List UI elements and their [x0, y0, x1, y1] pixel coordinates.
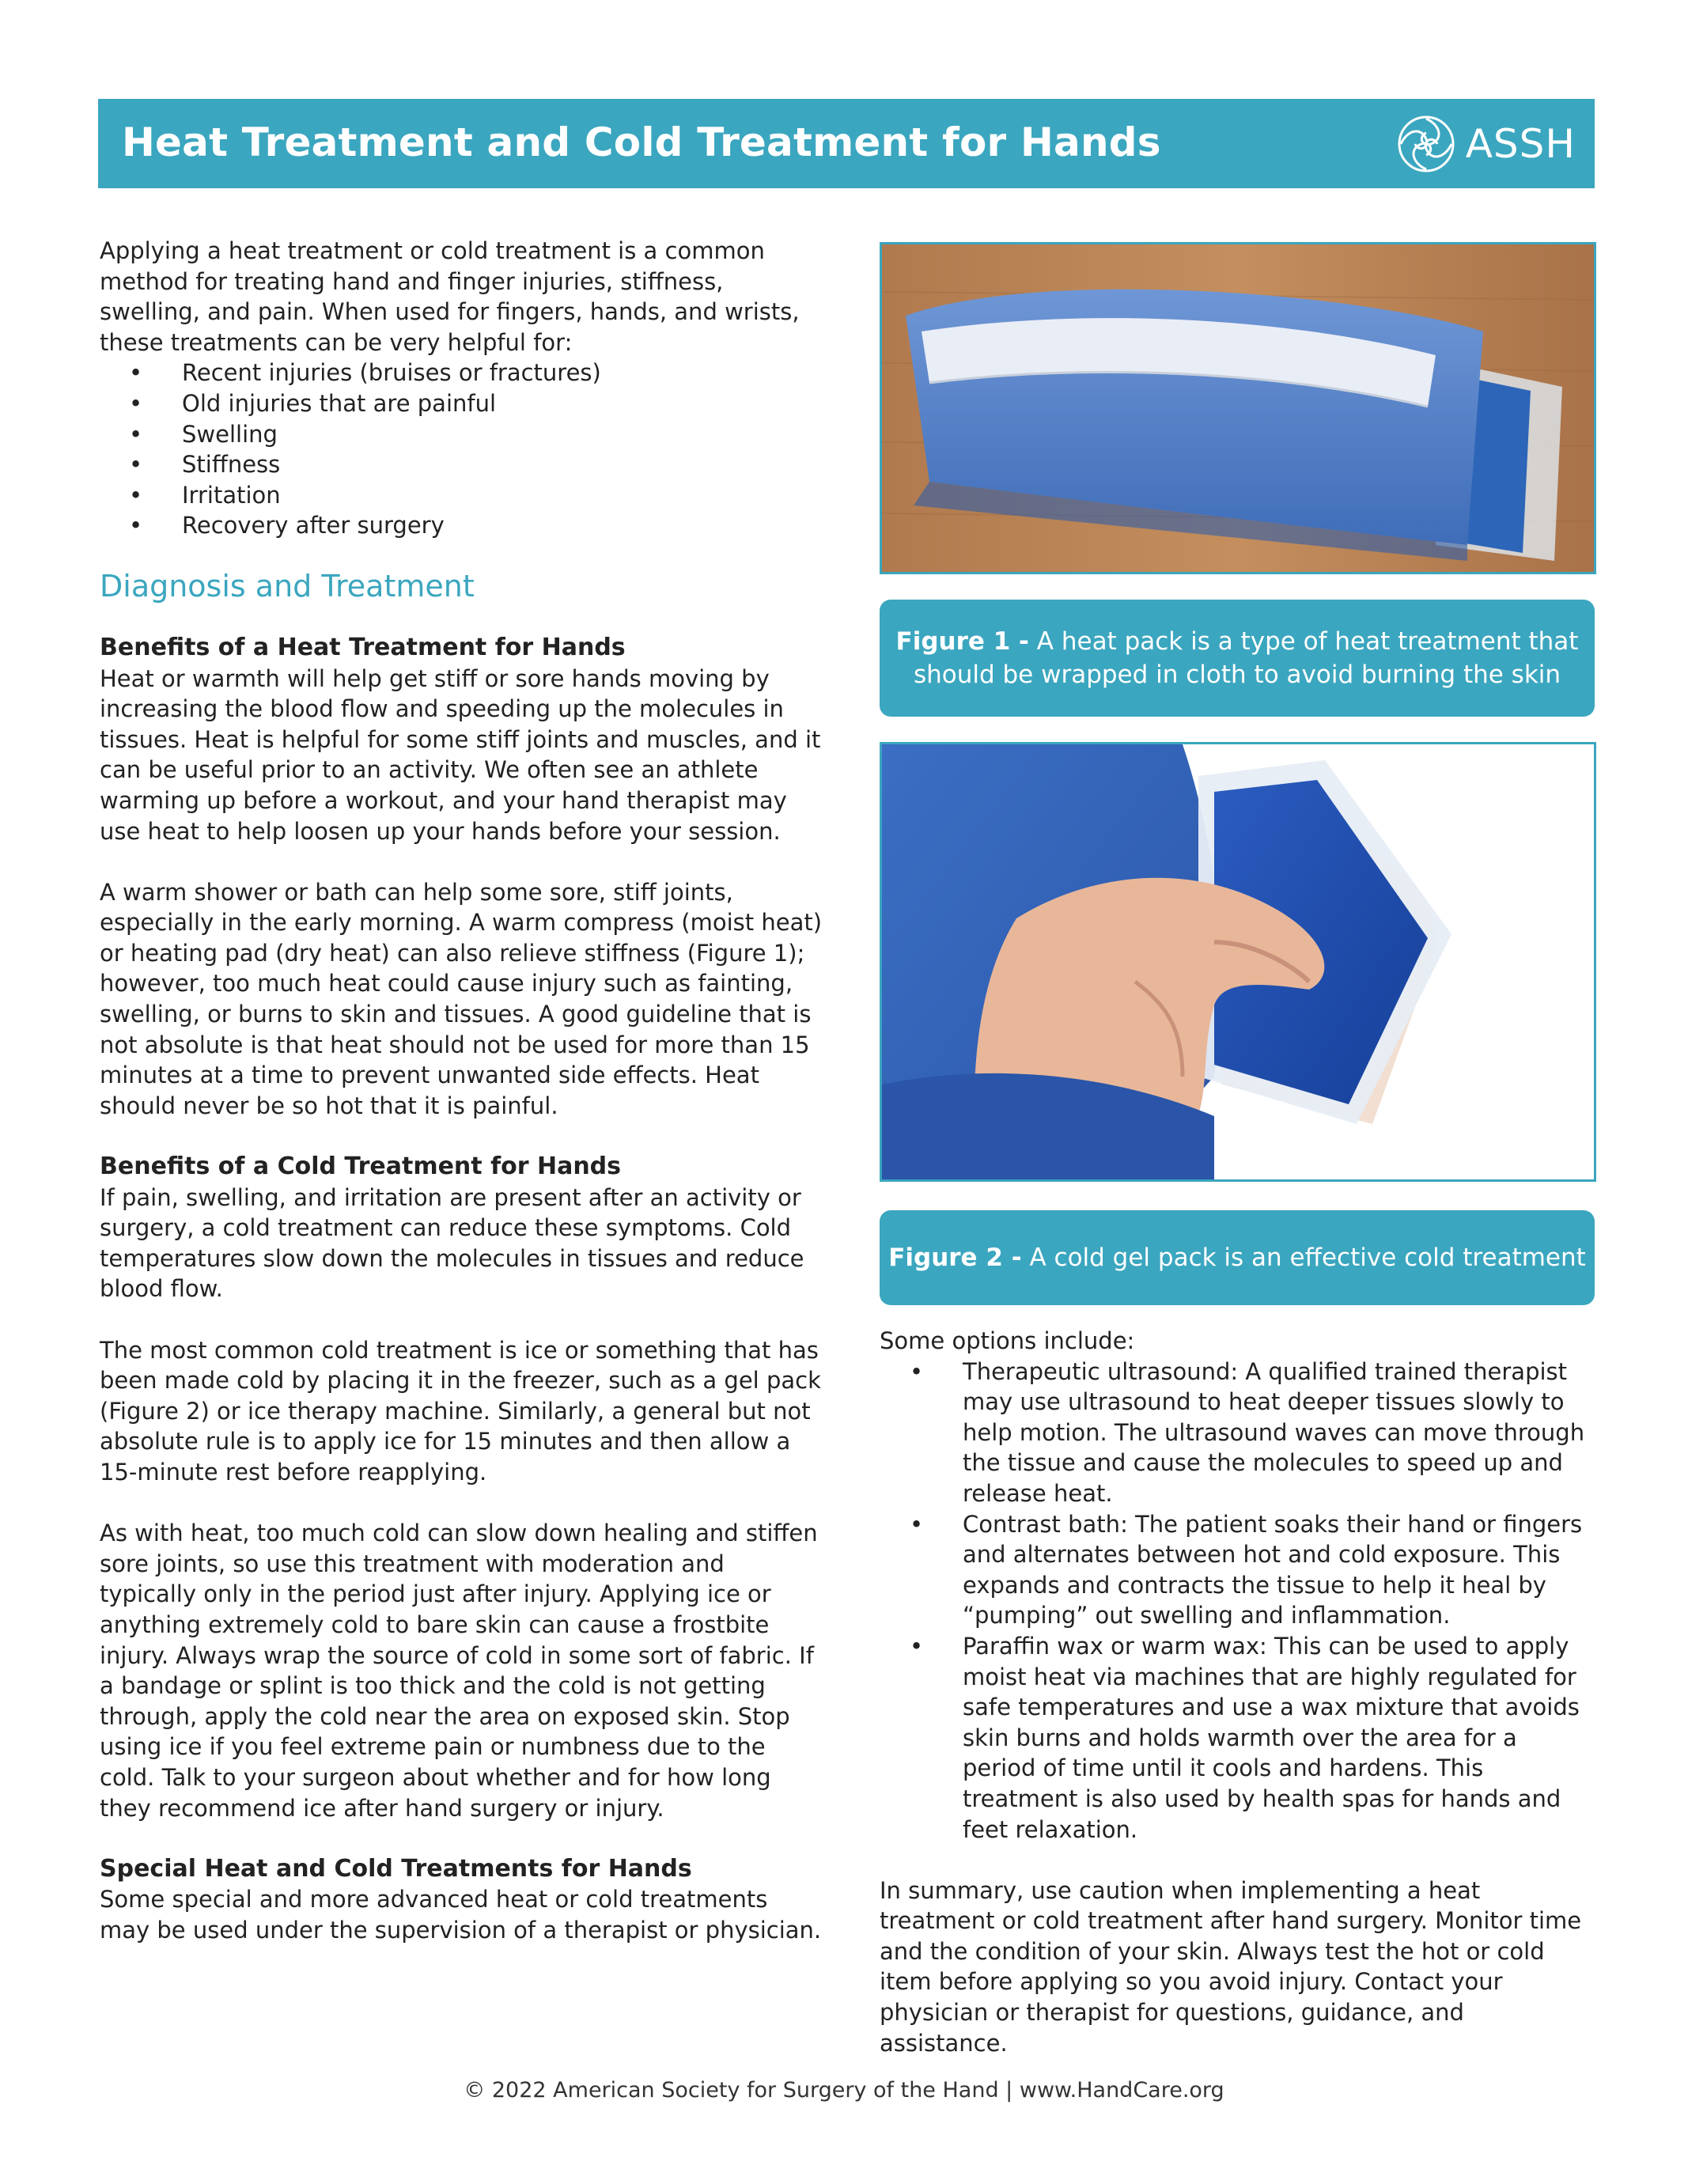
list-item: • Swelling [100, 419, 823, 450]
figure-2-text: A cold gel pack is an effective cold treatment [1029, 1243, 1586, 1272]
page-footer: © 2022 American Society for Surgery of the Hand | www.HandCare.org [464, 2078, 1224, 2103]
swirl-logo-icon [1395, 112, 1458, 176]
intro-bullet-list [100, 358, 823, 541]
list-item: • Recent injuries (bruises or fractures) [100, 358, 823, 388]
assh-logo [1395, 112, 1576, 176]
bullet-icon: • [129, 359, 143, 387]
bullet-icon: • [129, 512, 143, 539]
logo-text: ASSH [1465, 121, 1576, 167]
list-item: • Old injuries that are painful [100, 388, 823, 419]
list-item: • Stiffness [100, 449, 823, 480]
bullet-icon: • [129, 420, 143, 448]
figure-1-caption [880, 600, 1595, 717]
header-banner [98, 99, 1595, 188]
options-intro: Some options include: [880, 1327, 1135, 1354]
bullet-icon: • [910, 1632, 924, 1660]
heat-pack-image [882, 244, 1594, 572]
special-paragraph: Some special and more advanced heat or cold treatments may be used under the supervision of a therapist or physician. [100, 1886, 822, 1944]
list-item: • Paraffin wax or warm wax: This can be used to apply moist heat via machines that are highly regulated for safe temperatures and use a wax mixture that avoids skin burns and holds warmth over the area for a period of time until it cools and hardens. This treatment is also used by health spas for hands and feet relaxation. [910, 1632, 1580, 1843]
bullet-icon: • [129, 389, 143, 417]
figure-1-label: Figure 1 - [895, 627, 1029, 656]
figure-2-label: Figure 2 - [888, 1243, 1022, 1272]
cold-paragraph-3: As with heat, too much cold can slow down healing and stiffen sore joints, so use this treatment with moderation and typically only in the period just after injury. Applying ice or anything extremely cold to bare skin can cause a frostbite injury. Always wrap the source of cold in some sort of fabric. If a bandage or splint is too thick and the cold is not getting through, apply the cold near the area on exposed skin. Stop using ice if you feel extreme pain or numbness due to the cold. Talk to your surgeon about whether and for how long they recommend ice after hand surgery or injury. [100, 1520, 818, 1822]
left-column [100, 236, 823, 1945]
page-title: Heat Treatment and Cold Treatment for Hands [122, 119, 1161, 165]
intro-paragraph: Applying a heat treatment or cold treatment is a common method for treating hand and finger injuries, stiffness, swelling, and pain. When used for fingers, hands, and wrists, these treatments can be very helpful for: [100, 237, 800, 356]
figure-2-photo [880, 742, 1596, 1182]
figure-1-text: A heat pack is a type of heat treatment that should be wrapped in cloth to avoid burning the skin [913, 627, 1579, 689]
subheading-heat: Benefits of a Heat Treatment for Hands [100, 633, 626, 661]
figure-1-photo [880, 242, 1596, 574]
section-heading-diagnosis: Diagnosis and Treatment [100, 568, 475, 604]
cold-paragraph-2: The most common cold treatment is ice or something that has been made cold by placing it in the freezer, such as a gel pack (Figure 2) or ice therapy machine. Similarly, a general but not absolute rule is to apply ice for 15 minutes and then allow a 15-minute rest before reapplying. [100, 1336, 821, 1486]
list-item: • Therapeutic ultrasound: A qualified trained therapist may use ultrasound to heat deeper tissues slowly to help motion. The ultrasound waves can move through the tissue and cause the molecules to speed up and release heat. [910, 1357, 1585, 1507]
list-item: • Irritation [100, 480, 823, 511]
subheading-cold: Benefits of a Cold Treatment for Hands [100, 1153, 622, 1181]
cold-paragraph-1: If pain, swelling, and irritation are present after an activity or surgery, a cold treatment can reduce these symptoms. Cold temperatures slow down the molecules in tissues and reduce blood flow. [100, 1183, 804, 1303]
options-bullet-list [880, 1357, 1595, 1845]
list-item: • Recovery after surgery [100, 510, 823, 541]
right-column-text [880, 1326, 1595, 2058]
subheading-special: Special Heat and Cold Treatments for Hands [100, 1854, 692, 1883]
heat-paragraph-2: A warm shower or bath can help some sore, stiff joints, especially in the early morning. A warm compress (moist heat) or heating pad (dry heat) can also relieve stiffness (Figure 1); however, too much heat could cause injury such as fainting, swelling, or burns to skin and tissues. A good guideline that is not absolute is that heat should not be used for more than 15 minutes at a time to prevent unwanted side effects. Heat should never be so hot that it is painful. [100, 878, 823, 1119]
heat-paragraph-1: Heat or warmth will help get stiff or sore hands moving by increasing the blood flow and speeding up the molecules in tissues. Heat is helpful for some stiff joints and muscles, and it can be useful prior to an activity. We often see an athlete warming up before a workout, and your hand therapist may use heat to help loosen up your hands before your session. [100, 664, 821, 845]
bullet-icon: • [129, 481, 143, 509]
summary-paragraph: In summary, use caution when implementing a heat treatment or cold treatment after hand surgery. Monitor time and the condition of your skin. Always test the hot or cold item before applying so you avoid injury. Contact your physician or therapist for questions, guidance, and assistance. [880, 1876, 1582, 2057]
bullet-icon: • [910, 1357, 924, 1385]
list-item: • Contrast bath: The patient soaks their hand or fingers and alternates between hot and cold exposure. This expands and contracts the tissue to help it heal by “pumping” out swelling and inflammation. [910, 1510, 1583, 1629]
cold-pack-image [882, 744, 1594, 1179]
bullet-icon: • [129, 451, 143, 479]
bullet-icon: • [910, 1510, 924, 1538]
figure-2-caption [880, 1210, 1595, 1305]
